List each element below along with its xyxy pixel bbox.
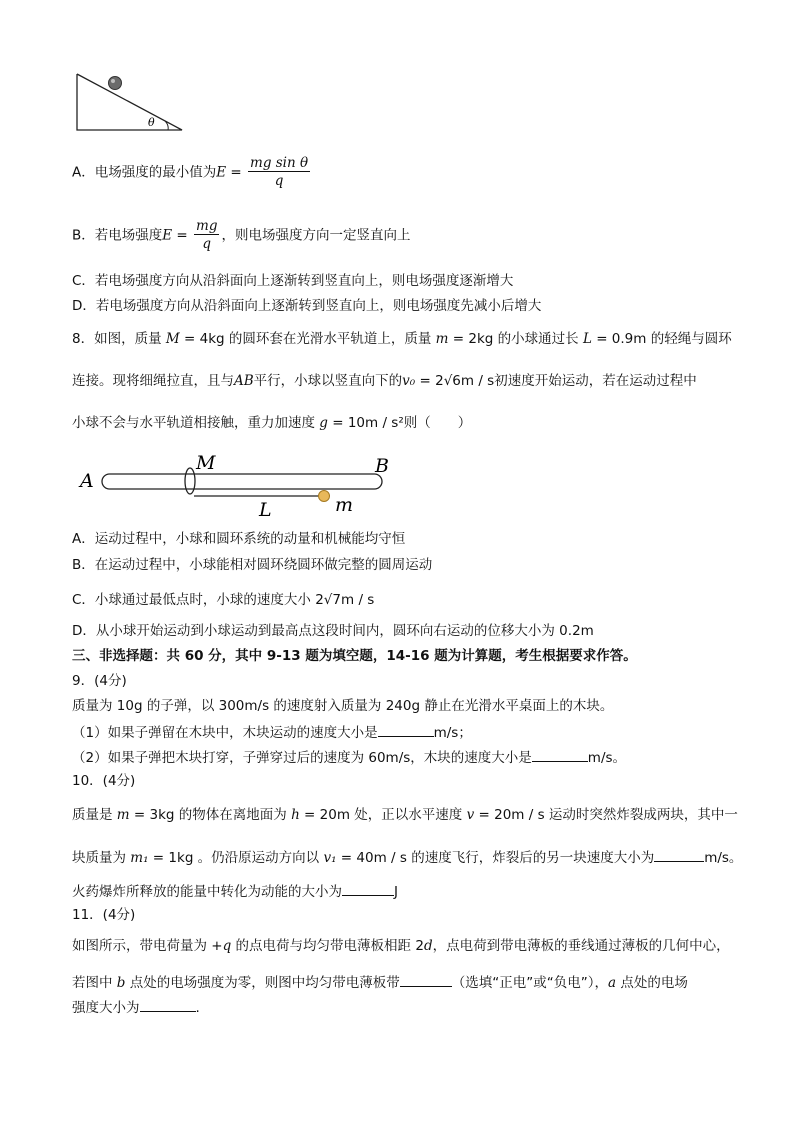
theta-label: θ bbox=[148, 116, 155, 129]
label-A: A bbox=[80, 470, 94, 492]
section-3-heading: 三、非选择题：共 60 分，其中 9-13 题为填空题，14-16 题为计算题，考生根据要求作答。 bbox=[72, 648, 637, 664]
answer-blank[interactable] bbox=[140, 997, 196, 1012]
q8-stem-line3: 小球不会与水平轨道相接触，重力加速度 g = 10m / s²则（ ） bbox=[72, 415, 472, 431]
rod-ring-figure bbox=[76, 450, 406, 522]
q8-stem-line1: 8．如图，质量 M = 4kg 的圆环套在光滑水平轨道上，质量 m = 2kg 的小球通过长 L = 0.9m 的轻绳与圆环 bbox=[72, 331, 732, 347]
q9-part2: （2）如果子弹把木块打穿，子弹穿过后的速度为 60m/s，木块的速度大小是 m/s。 bbox=[72, 747, 626, 767]
q8-stem-line2: 连接。现将细绳拉直，且与AB平行，小球以竖直向下的v₀ = 2√6m / s初速度开始运动，若在运动过程中 bbox=[72, 373, 697, 389]
q7-option-c: C．若电场强度方向从沿斜面向上逐渐转到竖直向上，则电场强度逐渐增大 bbox=[72, 273, 514, 289]
answer-blank[interactable] bbox=[342, 881, 394, 896]
q9-part1: （1）如果子弹留在木块中，木块运动的速度大小是 m/s； bbox=[72, 722, 472, 742]
q10-head: 10．(4分) bbox=[72, 773, 136, 789]
q8-option-d: D．从小球开始运动到小球运动到最高点这段时间内，圆环向右运动的位移大小为 0.2m bbox=[72, 623, 594, 639]
q7-option-b: B．若电场强度E = $\frac{mg}{q}$ ，则电场强度方向一定竖直向上 bbox=[72, 218, 411, 252]
answer-blank[interactable] bbox=[654, 847, 704, 862]
q8-option-c: C．小球通过最低点时，小球的速度大小 2√7m / s bbox=[72, 592, 375, 608]
incline-figure bbox=[70, 68, 190, 136]
label-L: L bbox=[259, 499, 272, 521]
q11-head: 11．(4分) bbox=[72, 907, 136, 923]
q11-line2: 若图中 b 点处的电场强度为零，则图中均匀带电薄板带 （选填“正电”或“负电”），a 点处的电场 bbox=[72, 972, 688, 992]
q7-option-d: D．若电场强度方向从沿斜面向上逐渐转到竖直向上，则电场强度先减小后增大 bbox=[72, 298, 542, 314]
label-m: m bbox=[335, 494, 354, 516]
label-B: B bbox=[375, 455, 389, 477]
q10-line2: 块质量为 m₁ = 1kg 。仍沿原运动方向以 v₁ = 40m / s 的速度飞行，炸裂后的另一块速度大小为 m/s。 bbox=[72, 847, 742, 867]
q11-line3: 强度大小为 . bbox=[72, 997, 200, 1017]
answer-blank[interactable] bbox=[378, 722, 434, 737]
q8-option-a: A．运动过程中，小球和圆环系统的动量和机械能均守恒 bbox=[72, 531, 406, 547]
q9-head: 9．(4分) bbox=[72, 673, 127, 689]
q11-line1: 如图所示，带电荷量为 +q 的点电荷与均匀带电薄板相距 2d，点电荷到带电薄板的垂线通过薄板的几何中心， bbox=[72, 938, 730, 954]
answer-blank[interactable] bbox=[532, 747, 588, 762]
q9-stem: 质量为 10g 的子弹，以 300m/s 的速度射入质量为 240g 静止在光滑水平桌面上的木块。 bbox=[72, 698, 614, 714]
q8-option-b: B．在运动过程中，小球能相对圆环绕圆环做完整的圆周运动 bbox=[72, 557, 433, 573]
q10-line3: 火药爆炸所释放的能量中转化为动能的大小为 J bbox=[72, 881, 398, 901]
q7-option-a: A．电场强度的最小值为E = $\frac{\text{mg sin θ}}{q}$ bbox=[72, 155, 309, 189]
label-M: M bbox=[196, 452, 216, 474]
answer-blank[interactable] bbox=[400, 972, 452, 987]
q10-line1: 质量是 m = 3kg 的物体在离地面为 h = 20m 处，正以水平速度 v = 20m / s 运动时突然炸裂成两块，其中一 bbox=[72, 807, 738, 823]
